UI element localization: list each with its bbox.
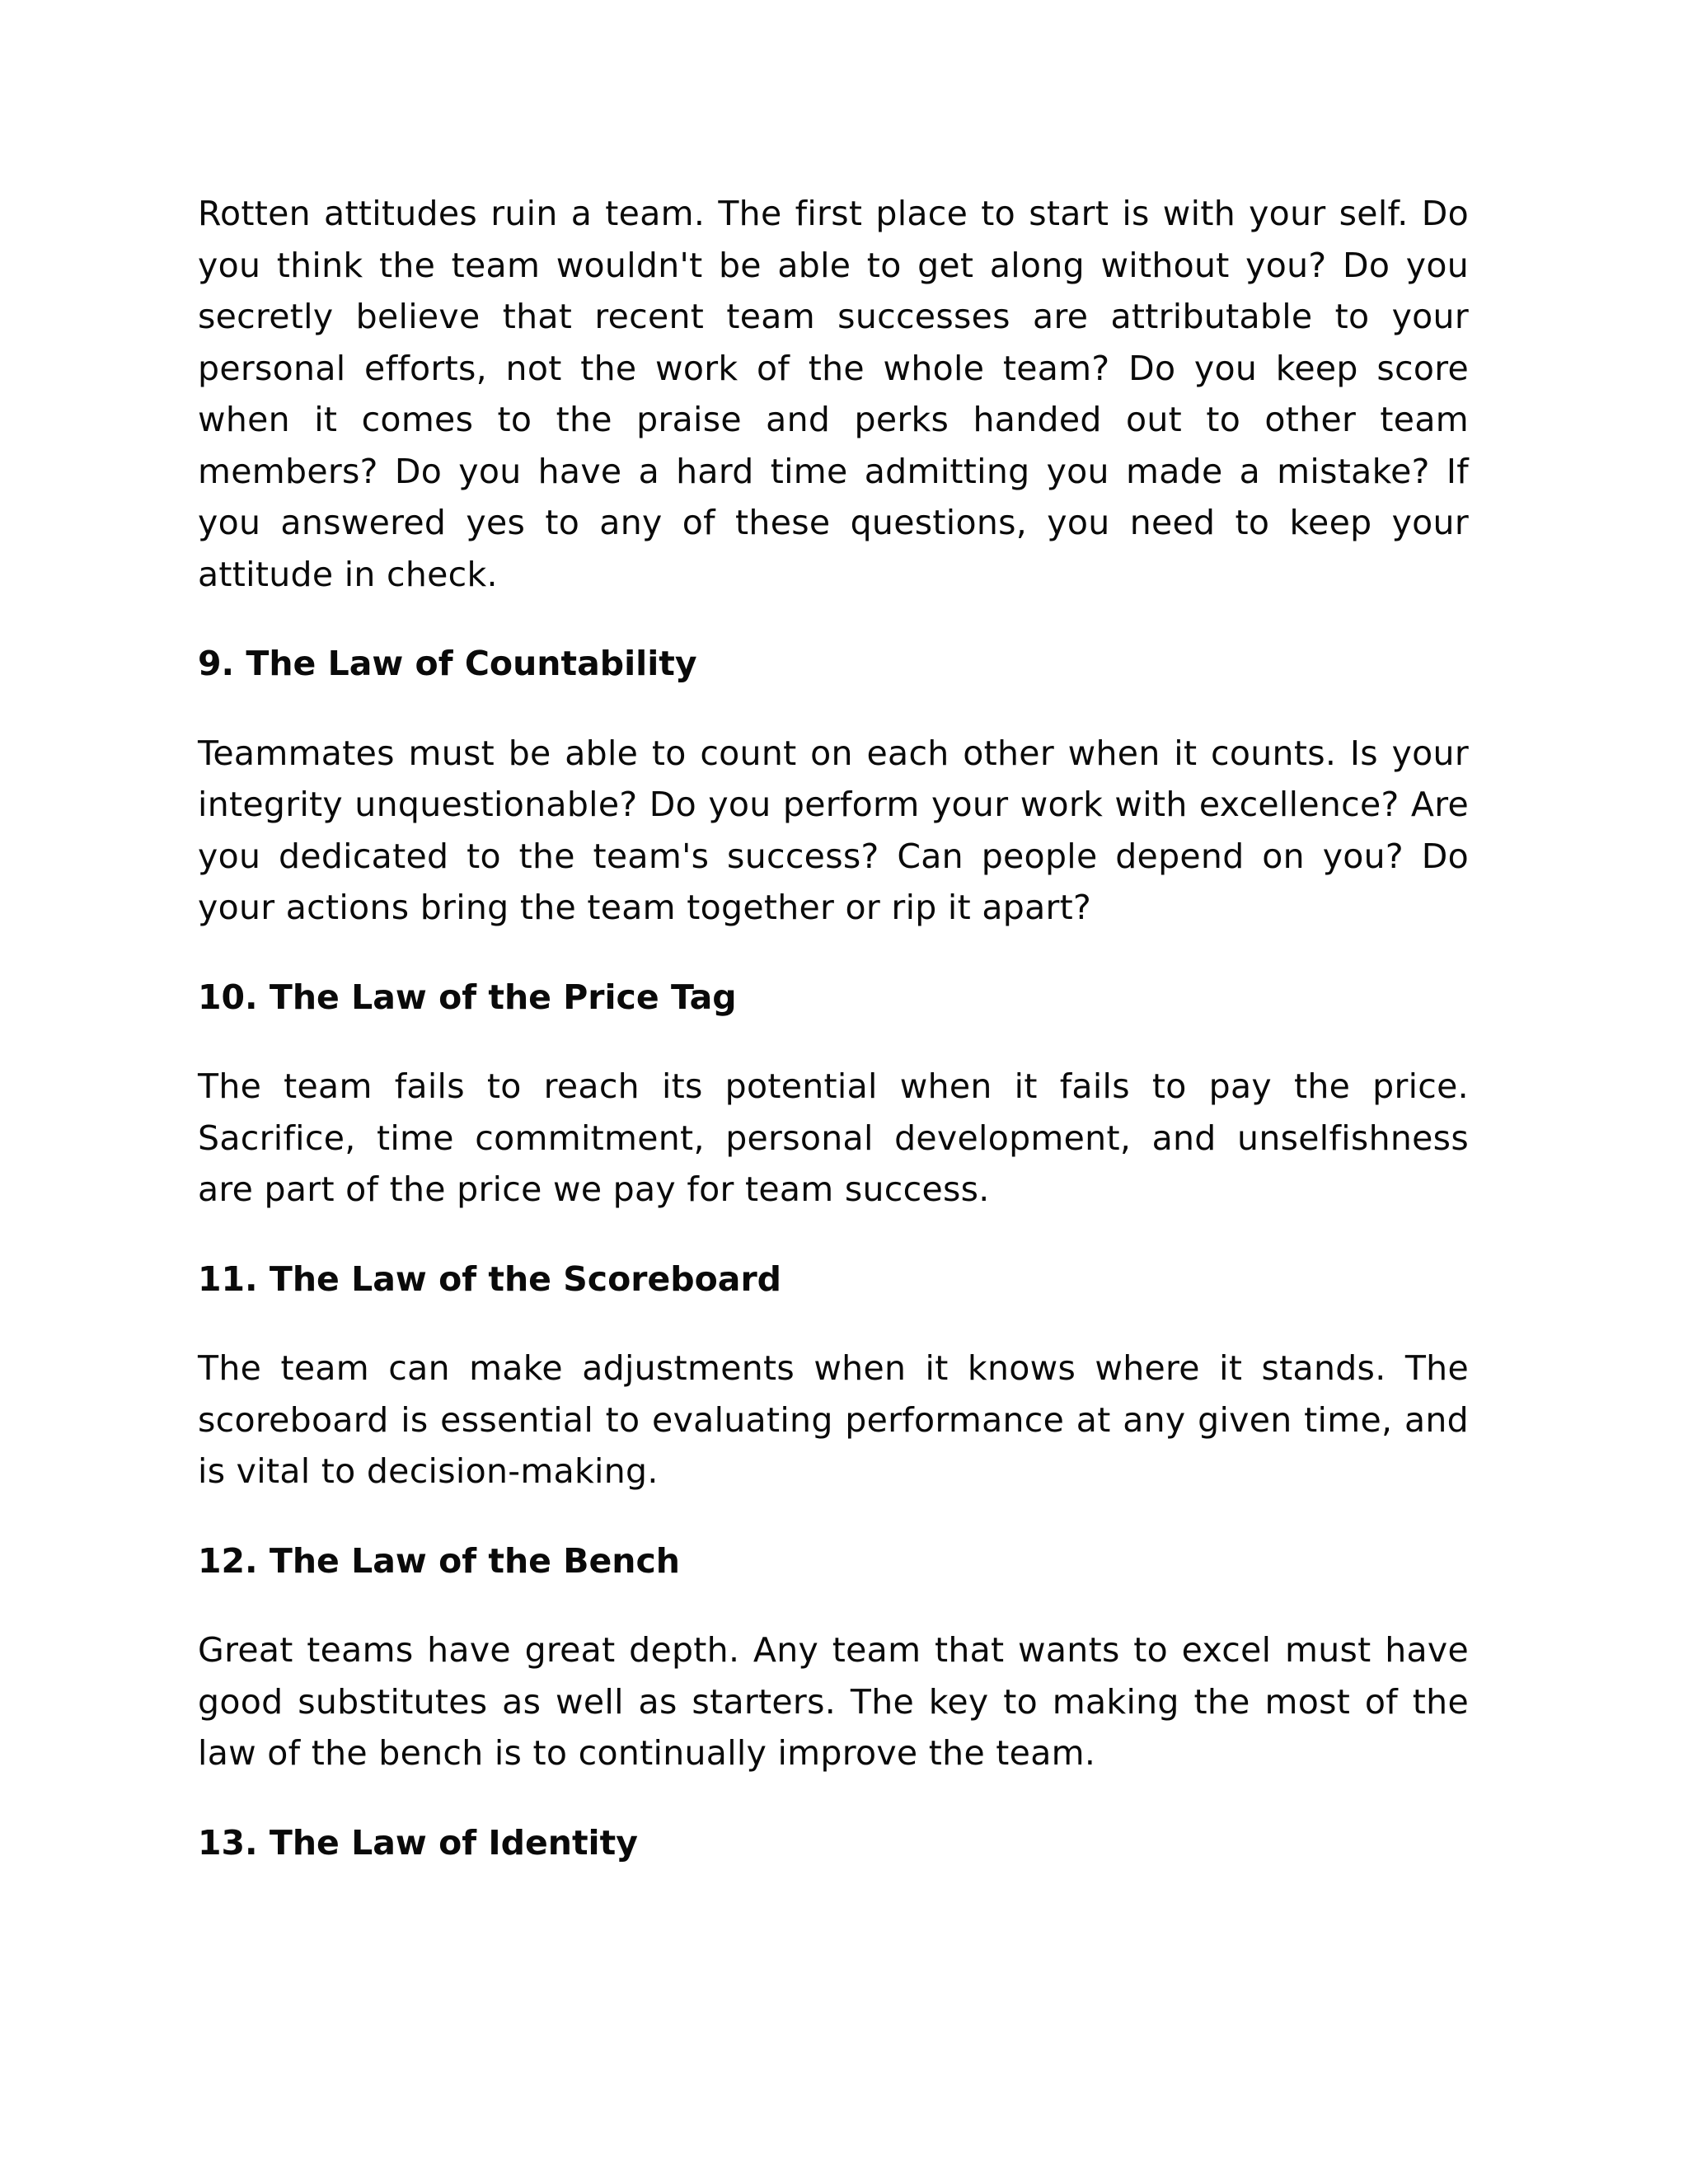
spacer [198,1586,1469,1624]
spacer [198,600,1469,638]
spacer [198,1779,1469,1817]
section-body-12: Great teams have great depth. Any team that wants to excel must have good substitutes as well as starters. The key to making the most of the law of the bench is to continually improve the team. [198,1630,1469,1773]
section-body-9: Teammates must be able to count on each other when it counts. Is your integrity unquestionable? Do you perform your work with excellence? Are you dedicated to the team's success? Can people depend on you? Do your actions bring the team together or rip it apart? [198,733,1469,927]
spacer [198,1497,1469,1535]
document-page [198,188,1469,1868]
spacer [198,1023,1469,1061]
section-body-10: The team fails to reach its potential when it fails to pay the price. Sacrifice, time commitment, personal development, and unselfishness are part of the price we pay for team success. [198,1066,1469,1209]
section-heading-9: 9. The Law of Countability [198,644,697,683]
spacer [198,934,1469,972]
spacer [198,690,1469,728]
spacer [198,1216,1469,1254]
section-body-11: The team can make adjustments when it knows where it stands. The scoreboard is essential to evaluating performance at any given time, and is vital to decision-making. [198,1348,1469,1491]
section-heading-12: 12. The Law of the Bench [198,1540,680,1581]
section-heading-13: 13. The Law of Identity [198,1822,638,1863]
section-heading-11: 11. The Law of the Scoreboard [198,1258,782,1299]
spacer [198,1305,1469,1343]
section-heading-10: 10. The Law of the Price Tag [198,977,737,1017]
intro-paragraph: Rotten attitudes ruin a team. The first place to start is with your self. Do you think the team wouldn't be able to get along without you? Do you secretly believe that recent team successes are attributable to your personal efforts, not the work of the whole team? Do you keep score when it comes to the praise and perks handed out to other team members? Do you have a hard time admitting you made a mistake? If you answered yes to any of these questions, you need to keep your attitude in check. [198,194,1469,594]
